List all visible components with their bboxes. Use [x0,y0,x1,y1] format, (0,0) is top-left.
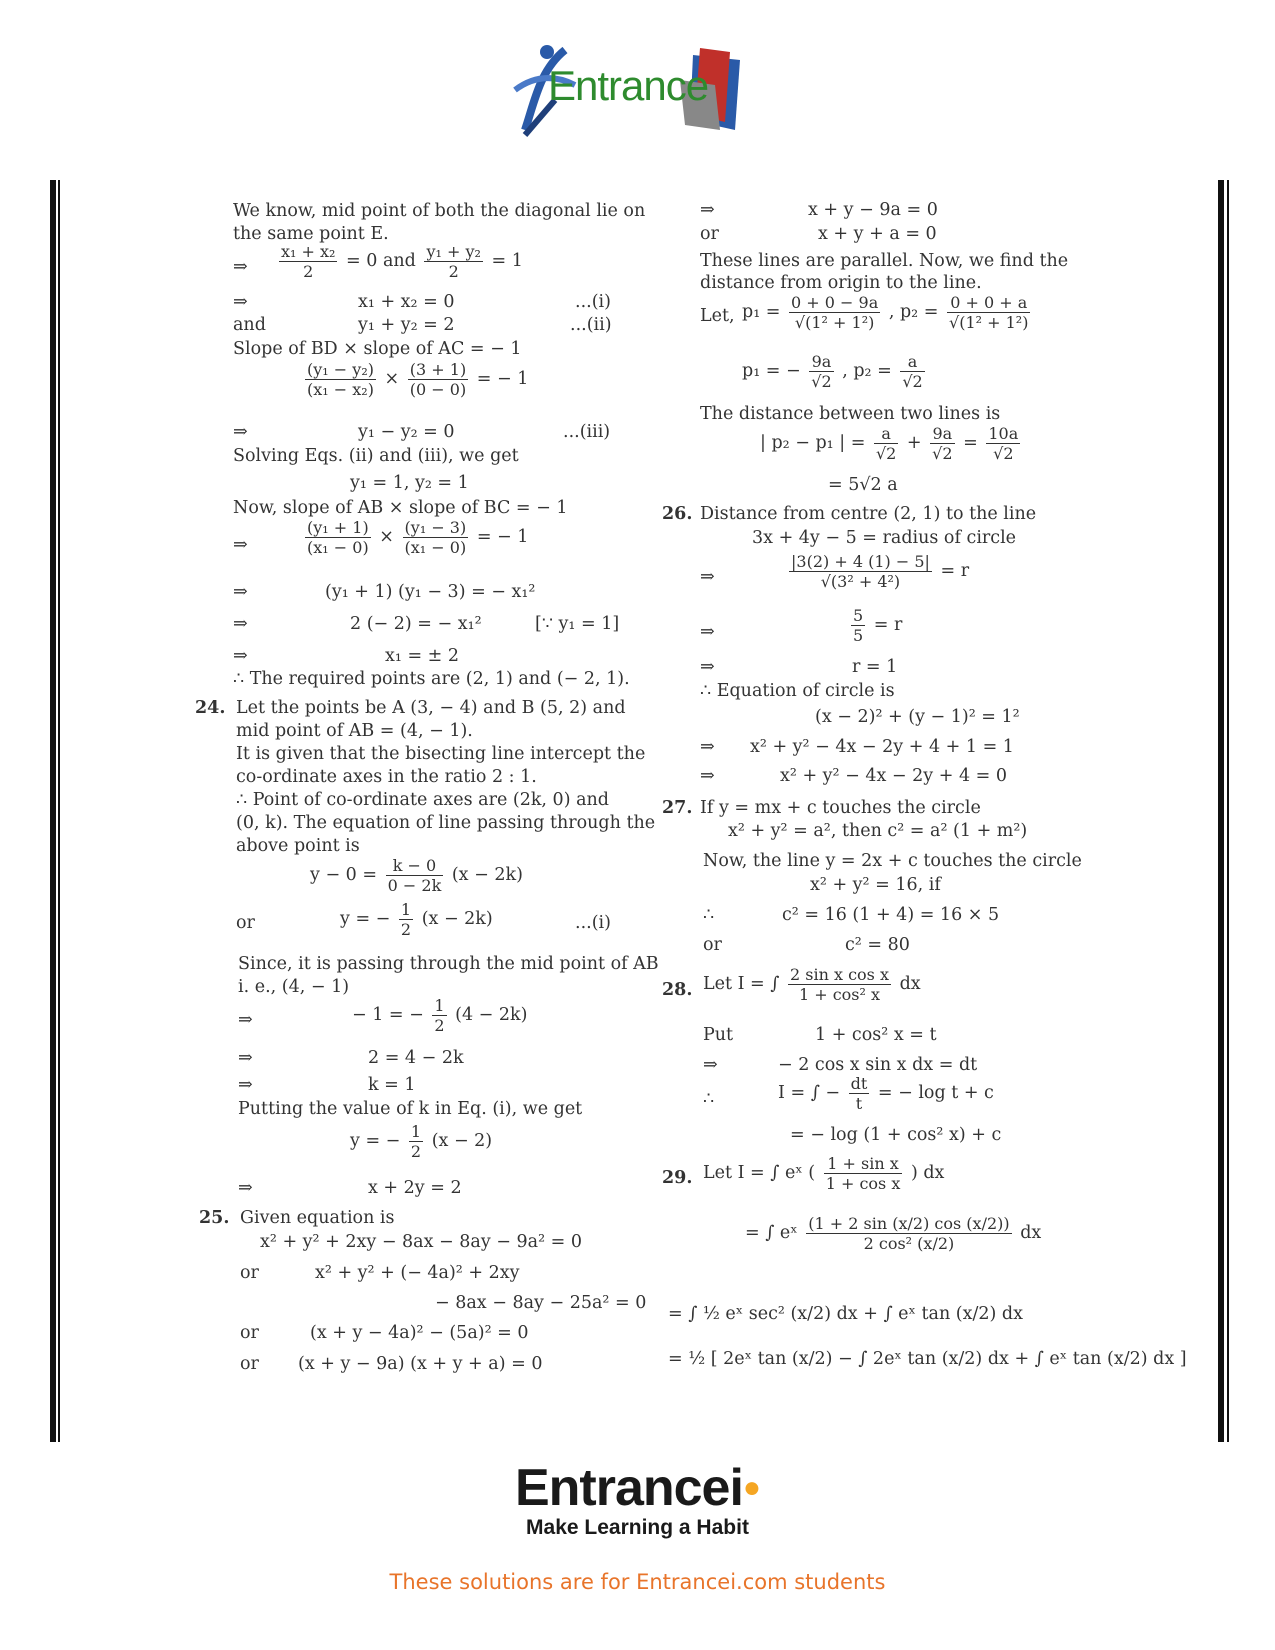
left-border-thin [58,180,60,1442]
implies-symbol: ⇒ [703,1055,718,1075]
denominator: 2 [448,262,459,281]
implies-symbol: ⇒ [700,622,715,642]
equation: 2 (− 2) = − x₁² [350,614,482,634]
fraction [947,293,1030,332]
equation [848,606,902,645]
equation: (x − 2)² + (y − 1)² = 1² [815,707,1020,727]
denominator: 5 [853,626,864,645]
equation [276,242,523,281]
equation [310,856,523,895]
eq-text: (x − 2) [431,1131,493,1151]
eq-text: ) dx [910,1163,945,1183]
therefore-symbol: ∴ [703,905,715,925]
text-line: Given equation is [240,1208,395,1228]
numerator: (y₁ − 3) [404,518,467,537]
equation: 3x + 4y − 5 = radius of circle [752,528,1017,548]
equation [760,424,1023,463]
implies-symbol: ⇒ [700,737,715,757]
equation: r = 1 [852,657,898,677]
numerator: (y₁ + 1) [307,518,369,537]
eq-text: dx [899,974,921,994]
right-border [1218,180,1224,1442]
numerator: |3(2) + 4 (1) − 5| [791,552,930,571]
numerator: (1 + 2 sin (x/2) cos (x/2)) [808,1214,1010,1233]
implies-symbol: ⇒ [700,766,715,786]
text-line: and [233,315,266,335]
implies-symbol: ⇒ [700,567,715,587]
numerator: 1 + sin x [824,1154,903,1174]
numerator: (y₁ − y₂) [307,360,374,379]
denominator: √2 [993,444,1014,463]
eq-text: = [963,433,978,453]
numerator: 0 + 0 + a [947,293,1030,313]
implies-symbol: ⇒ [238,1178,253,1198]
equation [786,552,969,591]
denominator: √(3² + 4²) [820,572,901,591]
text-line: co-ordinate axes in the ratio 2 : 1. [236,767,537,787]
equation: x² + y² = 16, if [810,875,941,895]
text-line: above point is [236,836,360,856]
eq-text: (x − 2k) [451,865,523,885]
text-line: or [703,935,722,955]
equation: = ∫ ½ eˣ sec² (x/2) dx + ∫ eˣ tan (x/2) dx [668,1304,1023,1324]
equation: = ½ [ 2eˣ tan (x/2) − ∫ 2eˣ tan (x/2) dx + ∫ eˣ tan (x/2) dx ] [668,1349,1187,1369]
eq-text: = − log t + c [877,1083,994,1103]
text-line: Solving Eqs. (ii) and (iii), we get [233,446,519,466]
numerator: 9a [809,352,833,372]
eq-text: = − 1 [476,369,529,389]
equation [742,352,928,391]
text-line: or [700,224,719,244]
equation [778,1074,994,1113]
text-line: mid point of AB = (4, − 1). [236,721,473,741]
implies-symbol: ⇒ [233,422,248,442]
equation: 2 = 4 − 2k [368,1048,464,1068]
equation [742,293,1033,332]
denominator: (x₁ − 0) [307,538,369,557]
equation: (x + y − 9a) (x + y + a) = 0 [298,1354,543,1374]
equation: = − log (1 + cos² x) + c [790,1125,1002,1145]
implies-symbol: ⇒ [233,292,248,312]
equation: c² = 80 [845,935,910,955]
eq-text: , p₂ = [842,361,892,381]
text-line: ∴ Point of co-ordinate axes are (2k, 0) and [236,790,609,810]
denominator: √2 [875,444,897,463]
numerator: k − 0 [386,856,444,876]
numerator: 2 sin x cos x [789,965,889,984]
eq-text: (4 − 2k) [455,1005,528,1025]
eq-note: [∵ y₁ = 1] [535,614,620,634]
fraction [424,242,482,281]
question-number: 27. [662,798,693,818]
denominator: 1 + cos² x [798,985,881,1004]
fraction [986,424,1020,463]
denominator: √2 [811,372,832,391]
equation: x² + y² − 4x − 2y + 4 + 1 = 1 [750,737,1014,757]
text-line: The distance between two lines is [700,404,1001,424]
equation: 1 + cos² x = t [815,1025,937,1045]
numerator: dt [850,1074,868,1093]
denominator: t [855,1094,863,1113]
text-line: distance from origin to the line. [700,273,982,293]
eq-text: = 1 [491,251,523,271]
fraction [409,1122,423,1161]
equation: − 2 cos x sin x dx = dt [778,1055,978,1075]
equation: (x + y − 4a)² − (5a)² = 0 [310,1323,529,1343]
question-number: 24. [195,698,226,718]
fraction [851,606,865,645]
text-line: Distance from centre (2, 1) to the line [700,504,1037,524]
fraction [279,242,337,281]
eq-text: p₁ = − [742,361,801,381]
implies-symbol: ⇒ [233,535,248,555]
denominator: 2 [303,262,314,281]
fraction [386,856,444,895]
implies-symbol: ⇒ [238,1075,253,1095]
denominator: 0 − 2k [387,876,442,895]
eq-text: Let I = ∫ [703,974,780,994]
equation [302,360,528,399]
eq-number: ...(i) [575,913,611,933]
question-number: 28. [662,980,693,1000]
equation [350,1122,492,1161]
eq-text: y − 0 = [310,865,378,885]
equation: x₁ = ± 2 [385,646,460,666]
implies-symbol: ⇒ [238,1010,253,1030]
implies-symbol: ⇒ [233,257,248,277]
denominator: √(1² + 1²) [949,313,1029,332]
eq-text: = r [940,561,970,581]
equation: x² + y² + 2xy − 8ax − 8ay − 9a² = 0 [260,1232,583,1252]
logo-text: Entrance [548,62,709,109]
numerator: 1 [434,996,445,1015]
eq-text: , p₂ = [888,302,939,322]
equation: (y₁ + 1) (y₁ − 3) = − x₁² [325,582,536,602]
denominator: (x₁ − x₂) [307,380,374,399]
implies-symbol: ⇒ [700,657,715,677]
text-line: the same point E. [233,224,389,244]
eq-number: ...(iii) [563,422,611,442]
equation [745,1214,1041,1253]
denominator: 2 [400,920,412,939]
numerator: 1 [410,1122,422,1141]
equation: k = 1 [368,1075,416,1095]
implies-symbol: ⇒ [233,614,248,634]
bottom-brand [0,1459,1275,1540]
eq-text: = ∫ eˣ [745,1223,798,1243]
implies-symbol: ⇒ [233,582,248,602]
text-line: Let the points be A (3, − 4) and B (5, 2) and [236,698,626,718]
left-border [50,180,56,1442]
numerator: 1 [400,900,412,919]
equation: y₁ = 1, y₂ = 1 [350,473,469,493]
eq-text: × [384,369,400,389]
text-line: ∴ The required points are (2, 1) and (− 2, 1). [233,669,630,689]
text-line: Now, slope of AB × slope of BC = − 1 [233,498,568,518]
text-line: Let, [700,306,735,326]
right-border-thin [1227,180,1229,1442]
implies-symbol: ⇒ [233,646,248,666]
brand-name [0,1459,1275,1517]
eq-text: p₁ = [742,302,781,322]
denominator: √(1² + 1²) [794,313,875,332]
fraction [408,360,468,399]
equation: = 5√2 a [828,475,898,495]
text-line: i. e., (4, − 1) [238,977,350,997]
fraction [900,352,924,391]
equation [703,965,921,1004]
equation: x + 2y = 2 [368,1178,462,1198]
text-line: If y = mx + c touches the circle [700,798,981,818]
fraction [789,552,932,591]
implies-symbol: ⇒ [238,1048,253,1068]
equation [340,900,493,939]
eq-text: I = ∫ − [778,1083,841,1103]
eq-text: y = − [340,909,391,929]
equation [302,518,528,557]
eq-text: | p₂ − p₁ | = [760,433,866,453]
brand-dot-icon: ● [742,1471,761,1504]
eq-text: = 0 and [346,251,416,271]
fraction [788,965,891,1004]
eq-text: + [906,433,922,453]
equation: x + y + a = 0 [818,224,937,244]
brand-name-text: Entrancei [514,1459,743,1517]
equation: − 8ax − 8ay − 25a² = 0 [435,1293,647,1313]
denominator: (0 − 0) [409,380,467,399]
text-line: It is given that the bisecting line intercept the [236,744,646,764]
text-line: Slope of BD × slope of AC = − 1 [233,339,522,359]
eq-number: ...(i) [575,292,611,312]
fraction [403,518,469,557]
text-line: These lines are parallel. Now, we find the [700,251,1069,271]
denominator: √2 [932,444,953,463]
eq-number: ...(ii) [570,315,612,335]
fraction [432,996,446,1035]
text-line: Now, the line y = 2x + c touches the circle [703,851,1082,871]
text-line: or [240,1323,259,1343]
fraction [789,293,880,332]
text-line: ∴ Equation of circle is [700,681,895,701]
fraction [849,1074,870,1113]
denominator: 2 [434,1016,445,1035]
equation [703,1154,944,1193]
denominator: √2 [902,372,923,391]
fraction [930,424,954,463]
therefore-symbol: ∴ [703,1089,715,1109]
text-line: Put [703,1025,734,1045]
text-line: Putting the value of k in Eq. (i), we get [238,1099,583,1119]
fraction [305,360,376,399]
eq-text: × [379,527,394,547]
eq-text: = − 1 [476,527,529,547]
numerator: 0 + 0 − 9a [791,293,879,312]
denominator: (x₁ − 0) [404,538,467,557]
numerator: (3 + 1) [409,360,467,379]
equation: x² + y² = a², then c² = a² (1 + m²) [728,821,1028,841]
eq-text: = r [873,615,903,635]
fraction [874,424,898,463]
question-number: 25. [199,1208,230,1228]
fraction [305,518,371,557]
denominator: 1 + cos x [825,1174,901,1193]
eq-text: − 1 = − [352,1005,424,1025]
text-line: Since, it is passing through the mid point of AB [238,954,659,974]
numerator: 10a [988,424,1019,443]
denominator: 2 [410,1142,422,1161]
numerator: x₁ + x₂ [281,242,336,261]
numerator: a [900,352,924,372]
text-line: or [240,1263,259,1283]
text-line: or [236,913,255,933]
footer-note: These solutions are for Entrancei.com students [389,1570,886,1594]
eq-text: dx [1020,1223,1042,1243]
equation: x + y − 9a = 0 [808,200,938,220]
equation: x₁ + x₂ = 0 [358,292,455,312]
text-line: or [240,1354,259,1374]
question-number: 29. [662,1168,693,1188]
fraction [399,900,413,939]
implies-symbol: ⇒ [700,200,715,220]
equation [352,996,527,1035]
eq-text: y = − [350,1131,401,1151]
brand-tagline: Make Learning a Habit [526,1516,749,1539]
numerator: 9a [930,424,954,444]
text-line: (0, k). The equation of line passing through the [236,813,656,833]
question-number: 26. [662,504,693,524]
fraction [806,1214,1011,1253]
numerator: 5 [853,606,864,625]
equation: c² = 16 (1 + 4) = 16 × 5 [782,905,1000,925]
numerator: a [874,424,898,444]
numerator: y₁ + y₂ [426,242,481,261]
eq-text: Let I = ∫ eˣ ( [703,1163,816,1183]
equation: y₁ + y₂ = 2 [358,315,455,335]
fraction [824,1154,903,1193]
fraction [809,352,833,391]
denominator: 2 cos² (x/2) [863,1234,955,1253]
eq-text: (x − 2k) [421,909,493,929]
equation: y₁ − y₂ = 0 [358,422,455,442]
text-line: We know, mid point of both the diagonal lie on [233,201,646,221]
equation: x² + y² + (− 4a)² + 2xy [315,1263,520,1283]
equation: x² + y² − 4x − 2y + 4 = 0 [780,766,1008,786]
